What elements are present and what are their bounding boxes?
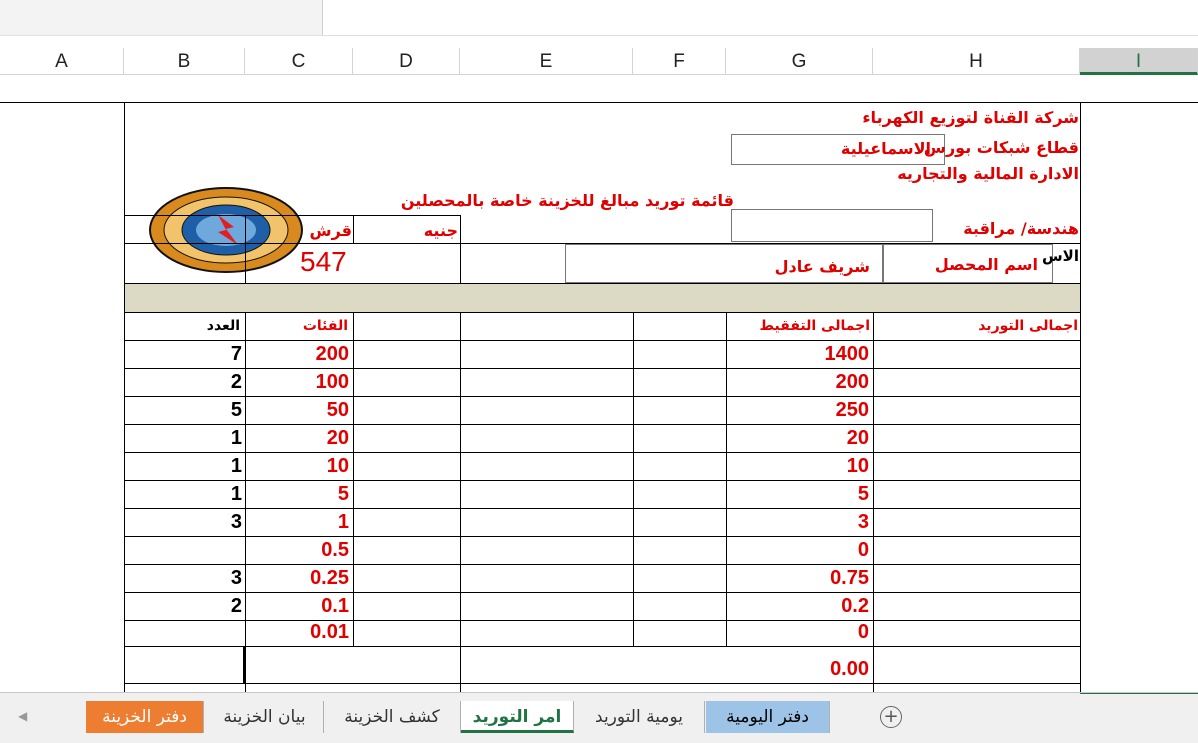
row-line	[124, 620, 1080, 621]
tab-supply-journal[interactable]: يومية التوريد	[574, 701, 705, 733]
sheet-tab-bar	[0, 692, 1198, 743]
separator-band	[125, 284, 1080, 312]
tab-treasury-statement[interactable]: بيان الخزينة	[206, 701, 324, 733]
table-col-sep-e	[633, 312, 634, 646]
formula-divider	[0, 35, 1198, 36]
tab-daily-book[interactable]: دفتر اليومية	[706, 701, 830, 733]
sector-label: قطاع شبكات بورس	[923, 138, 1079, 157]
denomination-cell[interactable]: 5	[337, 483, 349, 505]
plus-circle-icon[interactable]: +	[880, 706, 902, 728]
company-seal-logo	[148, 187, 304, 273]
column-header-f[interactable]: F	[633, 48, 726, 75]
frame-top-line	[0, 102, 1198, 103]
total-row-bottom-line	[124, 683, 1080, 684]
column-header-h[interactable]: H	[873, 48, 1080, 75]
engineering-label: هندسة/ مراقبة	[963, 219, 1079, 238]
currency-row-top	[124, 215, 461, 216]
count-column-label: العدد	[206, 318, 240, 334]
amount-value[interactable]: 547	[300, 246, 347, 277]
pound-label: جنيه	[423, 221, 458, 240]
count-cell[interactable]: 5	[230, 399, 242, 421]
table-top-line	[124, 312, 1080, 313]
count-cell[interactable]: 1	[230, 483, 242, 505]
column-header-a[interactable]: A	[0, 48, 124, 75]
total-cell[interactable]: 0.75	[830, 567, 869, 589]
count-cell[interactable]: 1	[230, 427, 242, 449]
table-col-sep-f	[726, 312, 727, 646]
table-col-sep-g	[873, 312, 874, 692]
total-cell[interactable]: 5	[857, 483, 869, 505]
denomination-cell[interactable]: 1	[337, 511, 349, 533]
column-header-row	[0, 48, 1198, 75]
column-header-g[interactable]: G	[726, 48, 873, 75]
denomination-cell[interactable]: 50	[326, 399, 349, 421]
currency-col-sep-2	[353, 215, 354, 243]
total-words-column-label: اجمالى التفقيط	[759, 318, 870, 334]
sector-value[interactable]: الاسماعيلية	[840, 139, 931, 158]
total-cell[interactable]: 200	[835, 371, 869, 393]
total-cell[interactable]: 0	[857, 621, 869, 643]
total-cell[interactable]: 10	[846, 455, 869, 477]
name-box-area[interactable]	[0, 0, 323, 35]
row-line	[124, 564, 1080, 565]
worksheet-grid[interactable]	[0, 75, 1198, 692]
name-label-cut: الاس	[1041, 247, 1079, 265]
frame-right-line	[1080, 102, 1081, 692]
column-header-b[interactable]: B	[124, 48, 245, 75]
row-line	[124, 480, 1080, 481]
total-cell[interactable]: 20	[846, 427, 869, 449]
tab-supply-order[interactable]: امر التوريد	[461, 701, 574, 733]
engineering-value-box[interactable]	[731, 209, 933, 242]
table-col-sep-c	[353, 312, 354, 646]
triangle-left-icon[interactable]: ◀	[18, 709, 28, 723]
count-cell[interactable]: 3	[230, 567, 242, 589]
tab-treasury-sheet[interactable]: كشف الخزينة	[324, 701, 461, 733]
denomination-cell[interactable]: 10	[326, 455, 349, 477]
total-cell[interactable]: 3	[857, 511, 869, 533]
denomination-cell[interactable]: 200	[315, 343, 349, 365]
denomination-column-label: الفئات	[302, 318, 348, 334]
company-name: شركة القناة لتوزيع الكهرباء	[862, 108, 1079, 127]
row-line	[124, 536, 1080, 537]
currency-col-sep-3	[460, 215, 461, 283]
currency-col-sep-1	[245, 215, 246, 283]
row-line	[124, 452, 1080, 453]
row-line	[124, 508, 1080, 509]
denomination-cell[interactable]: 100	[315, 371, 349, 393]
row-line	[124, 592, 1080, 593]
row-line	[124, 368, 1080, 369]
column-header-d[interactable]: D	[353, 48, 460, 75]
total-cell[interactable]: 250	[835, 399, 869, 421]
column-header-i[interactable]: I	[1080, 48, 1198, 75]
row-line	[124, 424, 1080, 425]
formula-bar	[0, 0, 1198, 48]
count-cell[interactable]: 2	[230, 371, 242, 393]
grand-total-cell[interactable]: 0.00	[830, 658, 869, 680]
count-cell[interactable]: 7	[230, 343, 242, 365]
table-col-sep-b	[245, 312, 246, 692]
supply-total-column-label: اجمالى التوريد	[978, 318, 1078, 334]
total-cell[interactable]: 0.2	[841, 595, 869, 617]
piaster-label: قرش	[309, 221, 352, 240]
denomination-cell[interactable]: 0.1	[321, 595, 349, 617]
row-line	[124, 340, 1080, 341]
count-cell[interactable]: 1	[230, 455, 242, 477]
count-cell[interactable]: 3	[230, 511, 242, 533]
total-cell[interactable]: 0	[857, 539, 869, 561]
tab-treasury-book[interactable]: دفتر الخزينة	[86, 701, 204, 733]
total-row-thick-sep	[243, 646, 245, 683]
total-cell[interactable]: 1400	[824, 343, 869, 365]
denomination-cell[interactable]: 0.5	[321, 539, 349, 561]
denomination-cell[interactable]: 0.25	[310, 567, 349, 589]
denomination-cell[interactable]: 20	[326, 427, 349, 449]
collector-name[interactable]: شريف عادل	[774, 257, 870, 276]
row-line	[124, 396, 1080, 397]
horizontal-scroll-indicator[interactable]	[1080, 693, 1198, 699]
count-cell[interactable]: 2	[230, 595, 242, 617]
frame-left-line	[124, 102, 125, 692]
list-title: قائمة توريد مبالغ للخزينة خاصة بالمحصلين	[400, 191, 734, 210]
table-col-sep-d	[460, 312, 461, 692]
collector-label: اسم المحصل	[934, 255, 1038, 274]
admin-department: الادارة المالية والتجاريه	[897, 164, 1079, 183]
denomination-cell[interactable]: 0.01	[310, 621, 349, 643]
total-row-top-line	[124, 646, 1080, 647]
column-header-c[interactable]: C	[245, 48, 353, 75]
column-header-e[interactable]: E	[460, 48, 633, 75]
